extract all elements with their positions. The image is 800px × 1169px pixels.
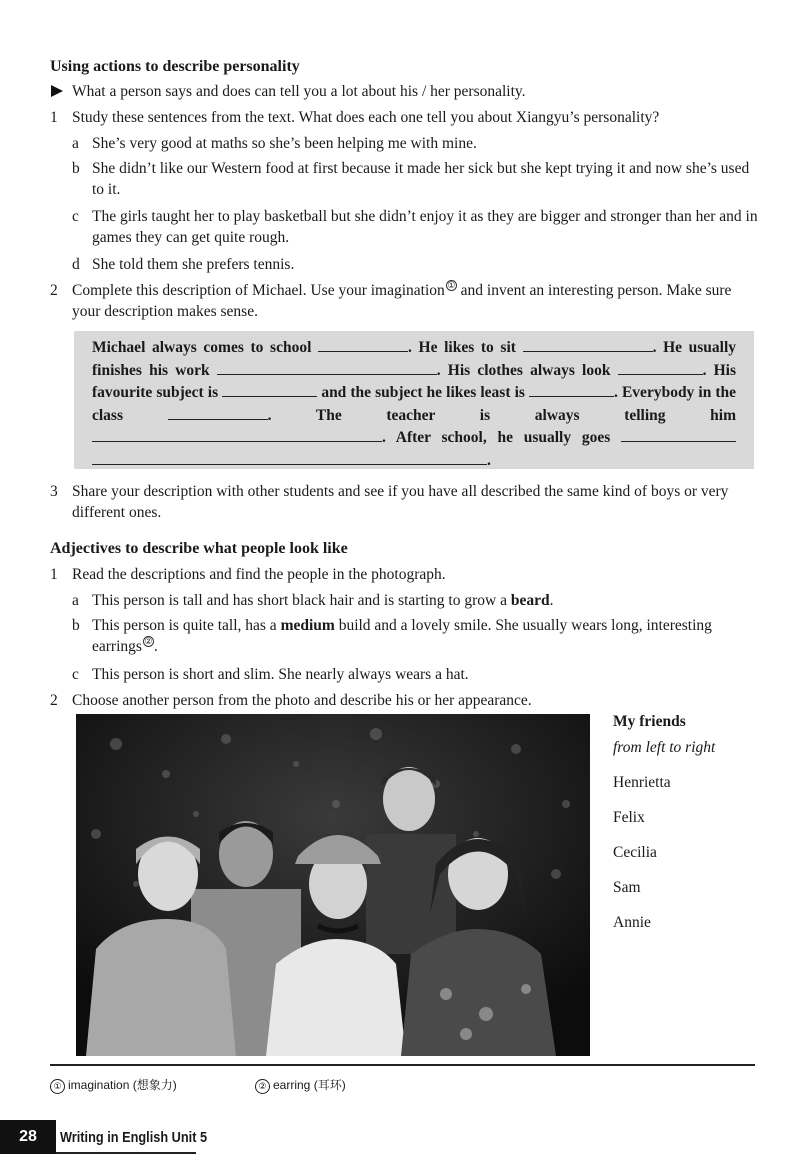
question-1 <box>50 107 760 128</box>
item-text: She didn’t like our Western food at first because it made her sick but she kept trying it and now she’s used to it. <box>92 160 750 198</box>
footnote-number: ② <box>255 1079 270 1094</box>
item-letter: a <box>72 592 79 609</box>
footnote-2 <box>255 1075 346 1096</box>
question-text <box>72 280 760 322</box>
page-title-underline <box>56 1152 196 1154</box>
friend-name: Cecilia <box>613 844 657 861</box>
section-heading-personality: Using actions to describe personality <box>50 58 300 75</box>
s2-item-a <box>72 590 760 611</box>
page-number: 28 <box>0 1120 56 1154</box>
intro-line <box>50 81 760 104</box>
item-text: This person is short and slim. She nearly always wears a hat. <box>92 666 469 683</box>
bold-word: beard <box>510 592 550 609</box>
blank-5[interactable] <box>222 383 317 397</box>
item-letter: c <box>72 208 79 225</box>
footnote-1 <box>50 1075 177 1096</box>
item-letter: b <box>72 617 80 634</box>
box-text: and the subject he likes least is <box>321 384 525 401</box>
friends-photograph <box>76 714 590 1056</box>
blank-3[interactable] <box>217 361 437 375</box>
bold-word: medium <box>280 617 335 634</box>
box-text: . His favourite subject is <box>92 361 737 401</box>
question-number: 1 <box>50 109 58 126</box>
item-text-part: build and a lovely smile. She usually wears long, interesting earrings <box>92 617 712 655</box>
q1-item-c <box>72 206 760 248</box>
blank-1[interactable] <box>318 338 408 352</box>
s2-item-c <box>72 664 760 685</box>
box-text: . The teacher is always telling him <box>267 406 737 424</box>
question-number: 2 <box>50 282 58 299</box>
box-text: . His clothes always look <box>436 361 611 379</box>
footnote-marker: ① <box>447 280 456 290</box>
item-text-part: . <box>549 592 554 609</box>
friend-name: Henrietta <box>613 774 671 791</box>
box-text: . <box>487 451 491 469</box>
item-letter: a <box>72 135 79 152</box>
footnote-word: earring <box>273 1078 311 1092</box>
s2-question-2 <box>50 690 760 711</box>
question-text: Share your description with other students and see if you have all described the same kind of boys or very different ones. <box>72 483 729 521</box>
item-text: She told them she prefers tennis. <box>92 256 295 273</box>
question-number: 2 <box>50 692 58 709</box>
footnote-gloss: (耳环) <box>313 1078 346 1092</box>
blank-7[interactable] <box>168 406 268 420</box>
q1-item-b <box>72 158 760 200</box>
box-text: . He likes to sit <box>408 339 516 356</box>
item-text-part: This person is tall and has short black hair and is starting to grow a <box>92 592 511 609</box>
item-text <box>92 615 760 657</box>
blank-8[interactable] <box>92 428 382 442</box>
box-text: Michael always comes to school <box>92 339 312 356</box>
item-letter: b <box>72 160 80 177</box>
box-text: . Everybody in the class <box>92 384 737 424</box>
question-number: 1 <box>50 566 58 583</box>
friends-title: My friends <box>613 713 686 730</box>
friend-name: Sam <box>613 879 641 896</box>
box-text: . He usually finishes his work <box>92 339 737 379</box>
blank-9[interactable] <box>621 428 736 442</box>
question-3 <box>50 481 760 523</box>
michael-description-box <box>74 331 754 469</box>
footnote-divider <box>50 1064 755 1066</box>
arrow-bullet-icon <box>50 81 72 104</box>
footnote-gloss: (想象力) <box>132 1078 177 1092</box>
question-text-part: and invent an interesting person. Make sure your description makes sense. <box>72 282 732 320</box>
box-text: . After school, he usually goes <box>382 429 611 446</box>
section-heading-appearance: Adjectives to describe what people look like <box>50 540 348 557</box>
s2-question-1 <box>50 564 760 585</box>
question-text-part: Complete this description of Michael. Use your imagination <box>72 282 445 299</box>
item-text-part: . <box>153 638 158 655</box>
intro-text: What a person says and does can tell you a lot about his / her personality. <box>72 83 526 100</box>
question-text: Choose another person from the photo and describe his or her appearance. <box>72 692 532 709</box>
blank-2[interactable] <box>523 338 653 352</box>
footnote-marker: ② <box>144 636 153 646</box>
friend-name: Annie <box>613 914 651 931</box>
page-title: Writing in English Unit 5 <box>60 1129 208 1146</box>
q1-item-d <box>72 254 760 275</box>
footnote-word: imagination <box>68 1078 130 1092</box>
friends-photo-illustration <box>76 714 590 1056</box>
item-letter: d <box>72 256 80 273</box>
friend-name: Felix <box>613 809 645 826</box>
item-text <box>92 590 760 611</box>
blank-4[interactable] <box>618 361 703 375</box>
item-text: The girls taught her to play basketball but she didn’t enjoy it as they are bigger and stronger than her and in games they can get quite rough. <box>92 208 758 246</box>
friends-caption <box>613 711 715 933</box>
blank-6[interactable] <box>529 383 614 397</box>
footnote-number: ① <box>50 1079 65 1094</box>
item-text: She’s very good at maths so she’s been helping me with mine. <box>92 135 477 152</box>
s2-item-b <box>72 615 760 657</box>
question-number: 3 <box>50 483 58 500</box>
friends-subtitle: from left to right <box>613 739 716 756</box>
q1-item-a <box>72 133 760 154</box>
item-letter: c <box>72 666 79 683</box>
question-text: Study these sentences from the text. What does each one tell you about Xiangyu’s personality? <box>72 109 660 126</box>
blank-10[interactable] <box>92 451 487 465</box>
question-text: Read the descriptions and find the people in the photograph. <box>72 566 446 583</box>
question-2 <box>50 280 760 322</box>
item-text-part: This person is quite tall, has a <box>92 617 281 634</box>
